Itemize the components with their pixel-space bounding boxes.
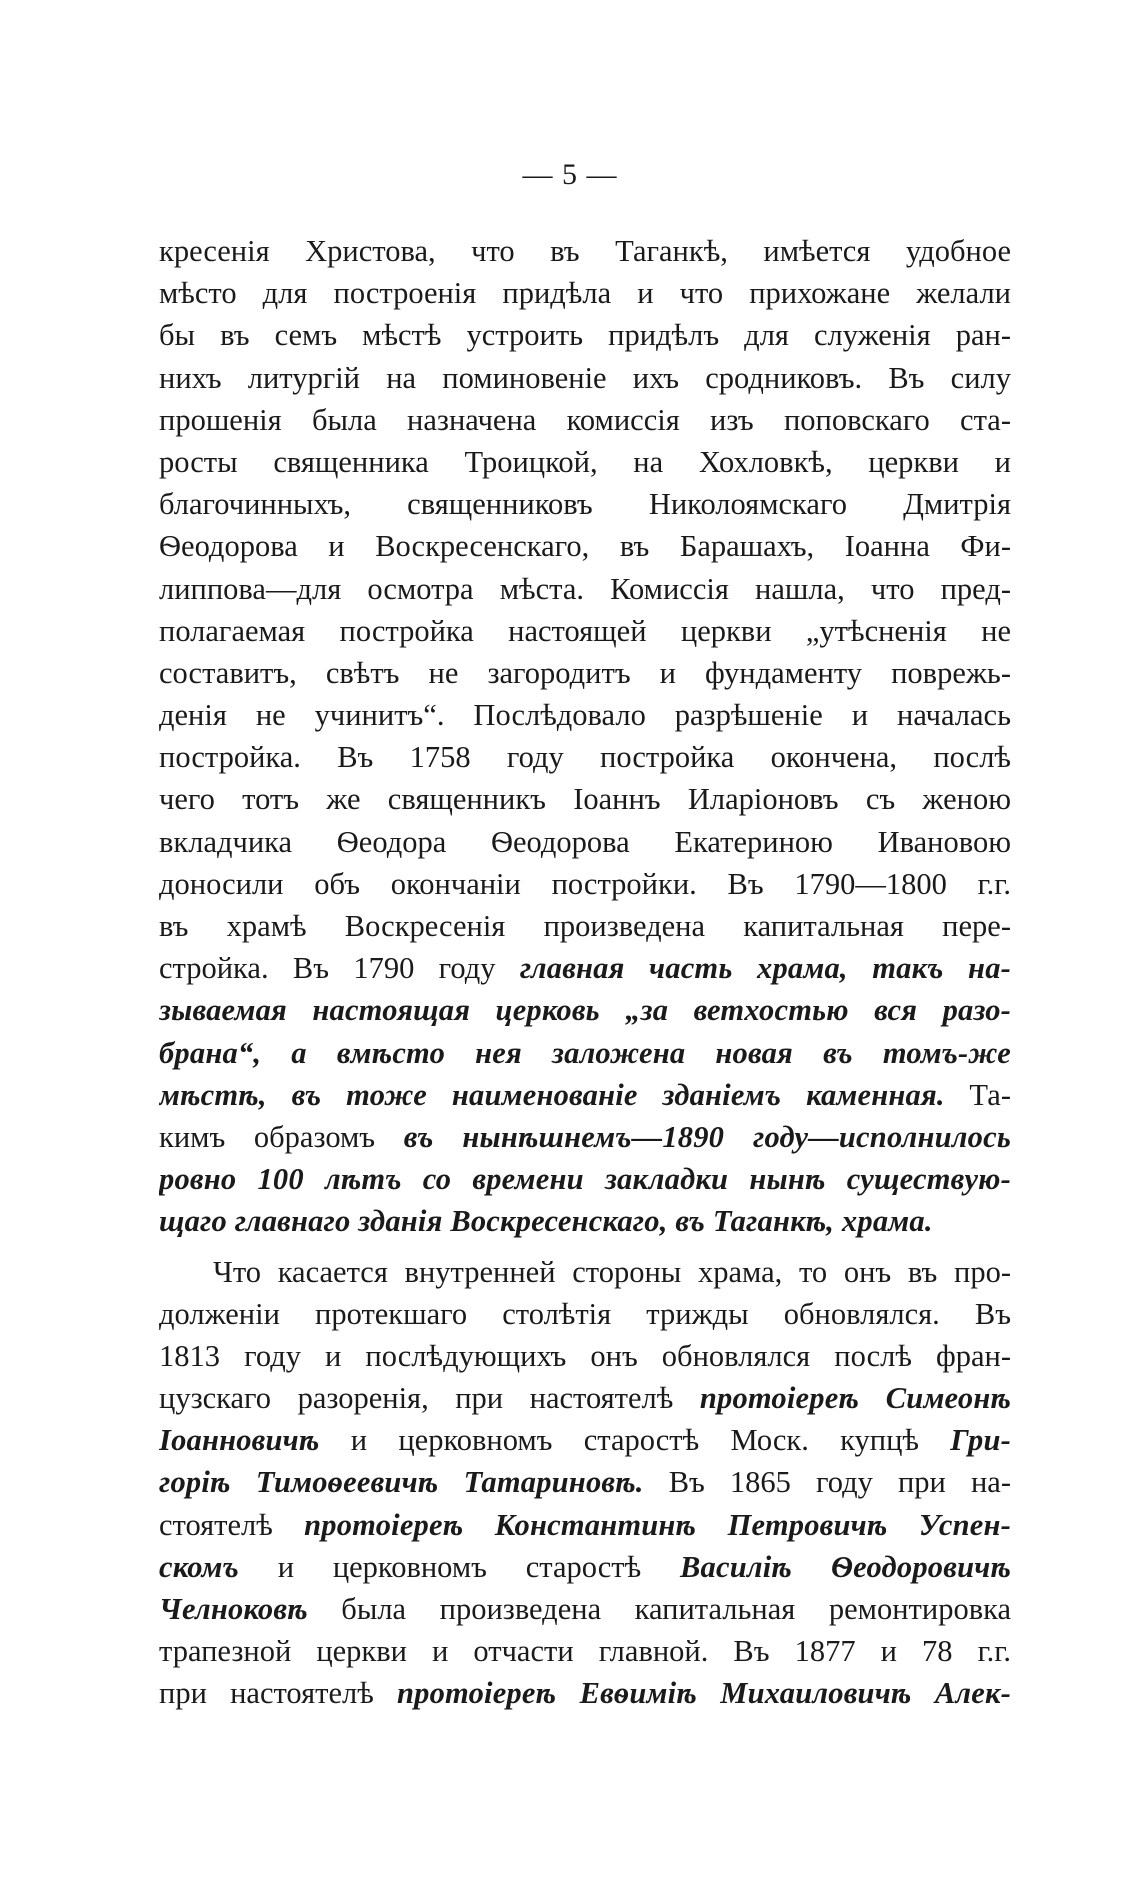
paragraph [159,230,1011,1243]
text-segment: при настоятелѣ [159,1676,397,1711]
text-line [159,314,1011,356]
text-line [159,821,1011,863]
text-segment: липпова—для осмотра мѣста. Комиссія нашла, что пред- [159,571,1011,606]
text-segment: благочинныхъ, священниковъ Николоямскаго Дмитрія [159,487,1011,522]
italic-segment: главная часть храма, такъ на- [519,951,1011,986]
text-line [159,1630,1011,1672]
text-segment: постройка. Въ 1758 году постройка окончена, послѣ [159,740,1011,775]
text-line [159,1251,1011,1293]
italic-segment: мѣстѣ, въ тоже наименованіе зданіемъ каменная. [159,1077,945,1112]
italic-segment: скомъ [159,1549,239,1584]
text-line [159,1504,1011,1546]
text-segment: кресенія Христова, что въ Таганкѣ, имѣется удобное [159,234,1011,268]
text-line [159,778,1011,820]
italic-segment: въ нынѣшнемъ—1890 году—исполнилось [403,1119,1011,1154]
text-segment: нихъ литургій на поминовеніе ихъ сродниковъ. Въ силу [159,360,1011,395]
italic-segment: Василіѣ Ѳеодоровичѣ [679,1549,1011,1584]
text-segment: долженіи протекшаго столѣтія трижды обновлялся. Въ [159,1296,1011,1331]
text-line [159,610,1011,652]
italic-segment: горіѣ Тимоѳеевичѣ Татариновѣ. [159,1465,644,1500]
text-line [159,1546,1011,1588]
italic-segment: протоіереѣ Константинѣ Петровичѣ Успен- [304,1507,1011,1542]
text-line [159,1588,1011,1630]
italic-segment: зываемая настоящая церковь „за ветхостью вся разо- [159,993,1011,1028]
italic-segment: протоіереѣ Симеонѣ [699,1381,1011,1416]
text-segment: Въ 1865 году при на- [643,1465,1011,1500]
text-line [159,1419,1011,1461]
text-line [159,1200,1011,1242]
text-segment: доносили объ окончаніи постройки. Въ 1790—1800 г.г. [159,866,1011,901]
text-segment: Ѳеодорова и Воскресенскаго, въ Барашахъ, Іоанна Фи- [159,529,1011,564]
text-segment: прошенія была назначена комиссія изъ поповскаго ста- [159,402,1011,437]
text-line [159,694,1011,736]
text-line [159,1032,1011,1074]
text-line [159,863,1011,905]
italic-segment: Челноковѣ [159,1592,308,1626]
text-line [159,905,1011,947]
text-line [159,1158,1011,1200]
text-segment: чего тотъ же священникъ Іоаннъ Иларіоновъ съ женою [159,782,1011,817]
text-segment: Та- [944,1077,1011,1112]
text-segment: денія не учинитъ“. Послѣдовало разрѣшеніе и началась [159,698,1011,733]
text-segment: кимъ образомъ [159,1119,404,1154]
text-segment: цузскаго разоренія, при настоятелѣ [159,1381,700,1416]
text-line [159,483,1011,525]
text-segment: Что касается внутренней стороны храма, то онъ въ про- [213,1254,1011,1289]
text-segment: трапезной церкви и отчасти главной. Въ 1877 и 78 г.г. [159,1634,1011,1669]
paragraph [159,1251,1011,1715]
text-line [159,947,1011,989]
text-line [159,652,1011,694]
text-line [159,1293,1011,1335]
text-line [159,272,1011,314]
text-segment: и церковномъ старостѣ Моск. купцѣ [319,1423,951,1458]
italic-segment: Гри- [950,1423,1011,1458]
text-segment: стройка. Въ 1790 году [159,951,520,986]
text-segment: въ храмѣ Воскресенія произведена капитальная пере- [159,909,1011,943]
page-number: — 5 — [522,158,618,191]
text-line [159,1074,1011,1116]
italic-segment: ровно 100 лѣтъ со времени закладки нынѣ существую- [159,1162,1011,1197]
text-segment: полагаемая постройка настоящей церкви „утѣсненія не [159,613,1011,648]
italic-segment: щаго главнаго зданія Воскресенскаго, въ Таганкѣ, храма. [159,1204,933,1239]
text-segment: росты священника Троицкой, на Хохловкѣ, церкви и [159,444,1011,479]
text-segment: и церковномъ старостѣ [238,1549,680,1584]
text-line [159,989,1011,1031]
text-line [159,1461,1011,1503]
text-line [159,230,1011,272]
text-segment: вкладчика Ѳеодора Ѳеодорова Екатериною Ивановою [159,824,1011,859]
text-line [159,736,1011,778]
text-line [159,1377,1011,1419]
text-line [159,1672,1011,1714]
body-text [159,230,1011,1715]
text-line [159,568,1011,610]
text-line [159,1335,1011,1377]
italic-segment: протоіереѣ Евѳиміѣ Михаиловичѣ Алек- [396,1676,1011,1711]
text-line [159,441,1011,483]
italic-segment: Іоанновичѣ [159,1423,320,1458]
text-segment: мѣсто для построенія придѣла и что прихожане желали [159,276,1011,311]
text-segment: бы въ семъ мѣстѣ устроить придѣлъ для служенія ран- [159,318,1011,353]
text-segment: была произведена капитальная ремонтировка [307,1592,1011,1626]
text-line [159,1116,1011,1158]
text-line [159,525,1011,567]
text-segment: стоятелѣ [159,1507,305,1542]
text-segment: составитъ, свѣтъ не загородитъ и фундаменту поврежь- [159,655,1011,690]
italic-segment: брана“, а вмѣсто нея заложена новая въ томъ-же [159,1035,1011,1070]
text-line [159,357,1011,399]
text-line [159,399,1011,441]
text-segment: 1813 году и послѣдующихъ онъ обновлялся послѣ фран- [159,1338,1011,1373]
